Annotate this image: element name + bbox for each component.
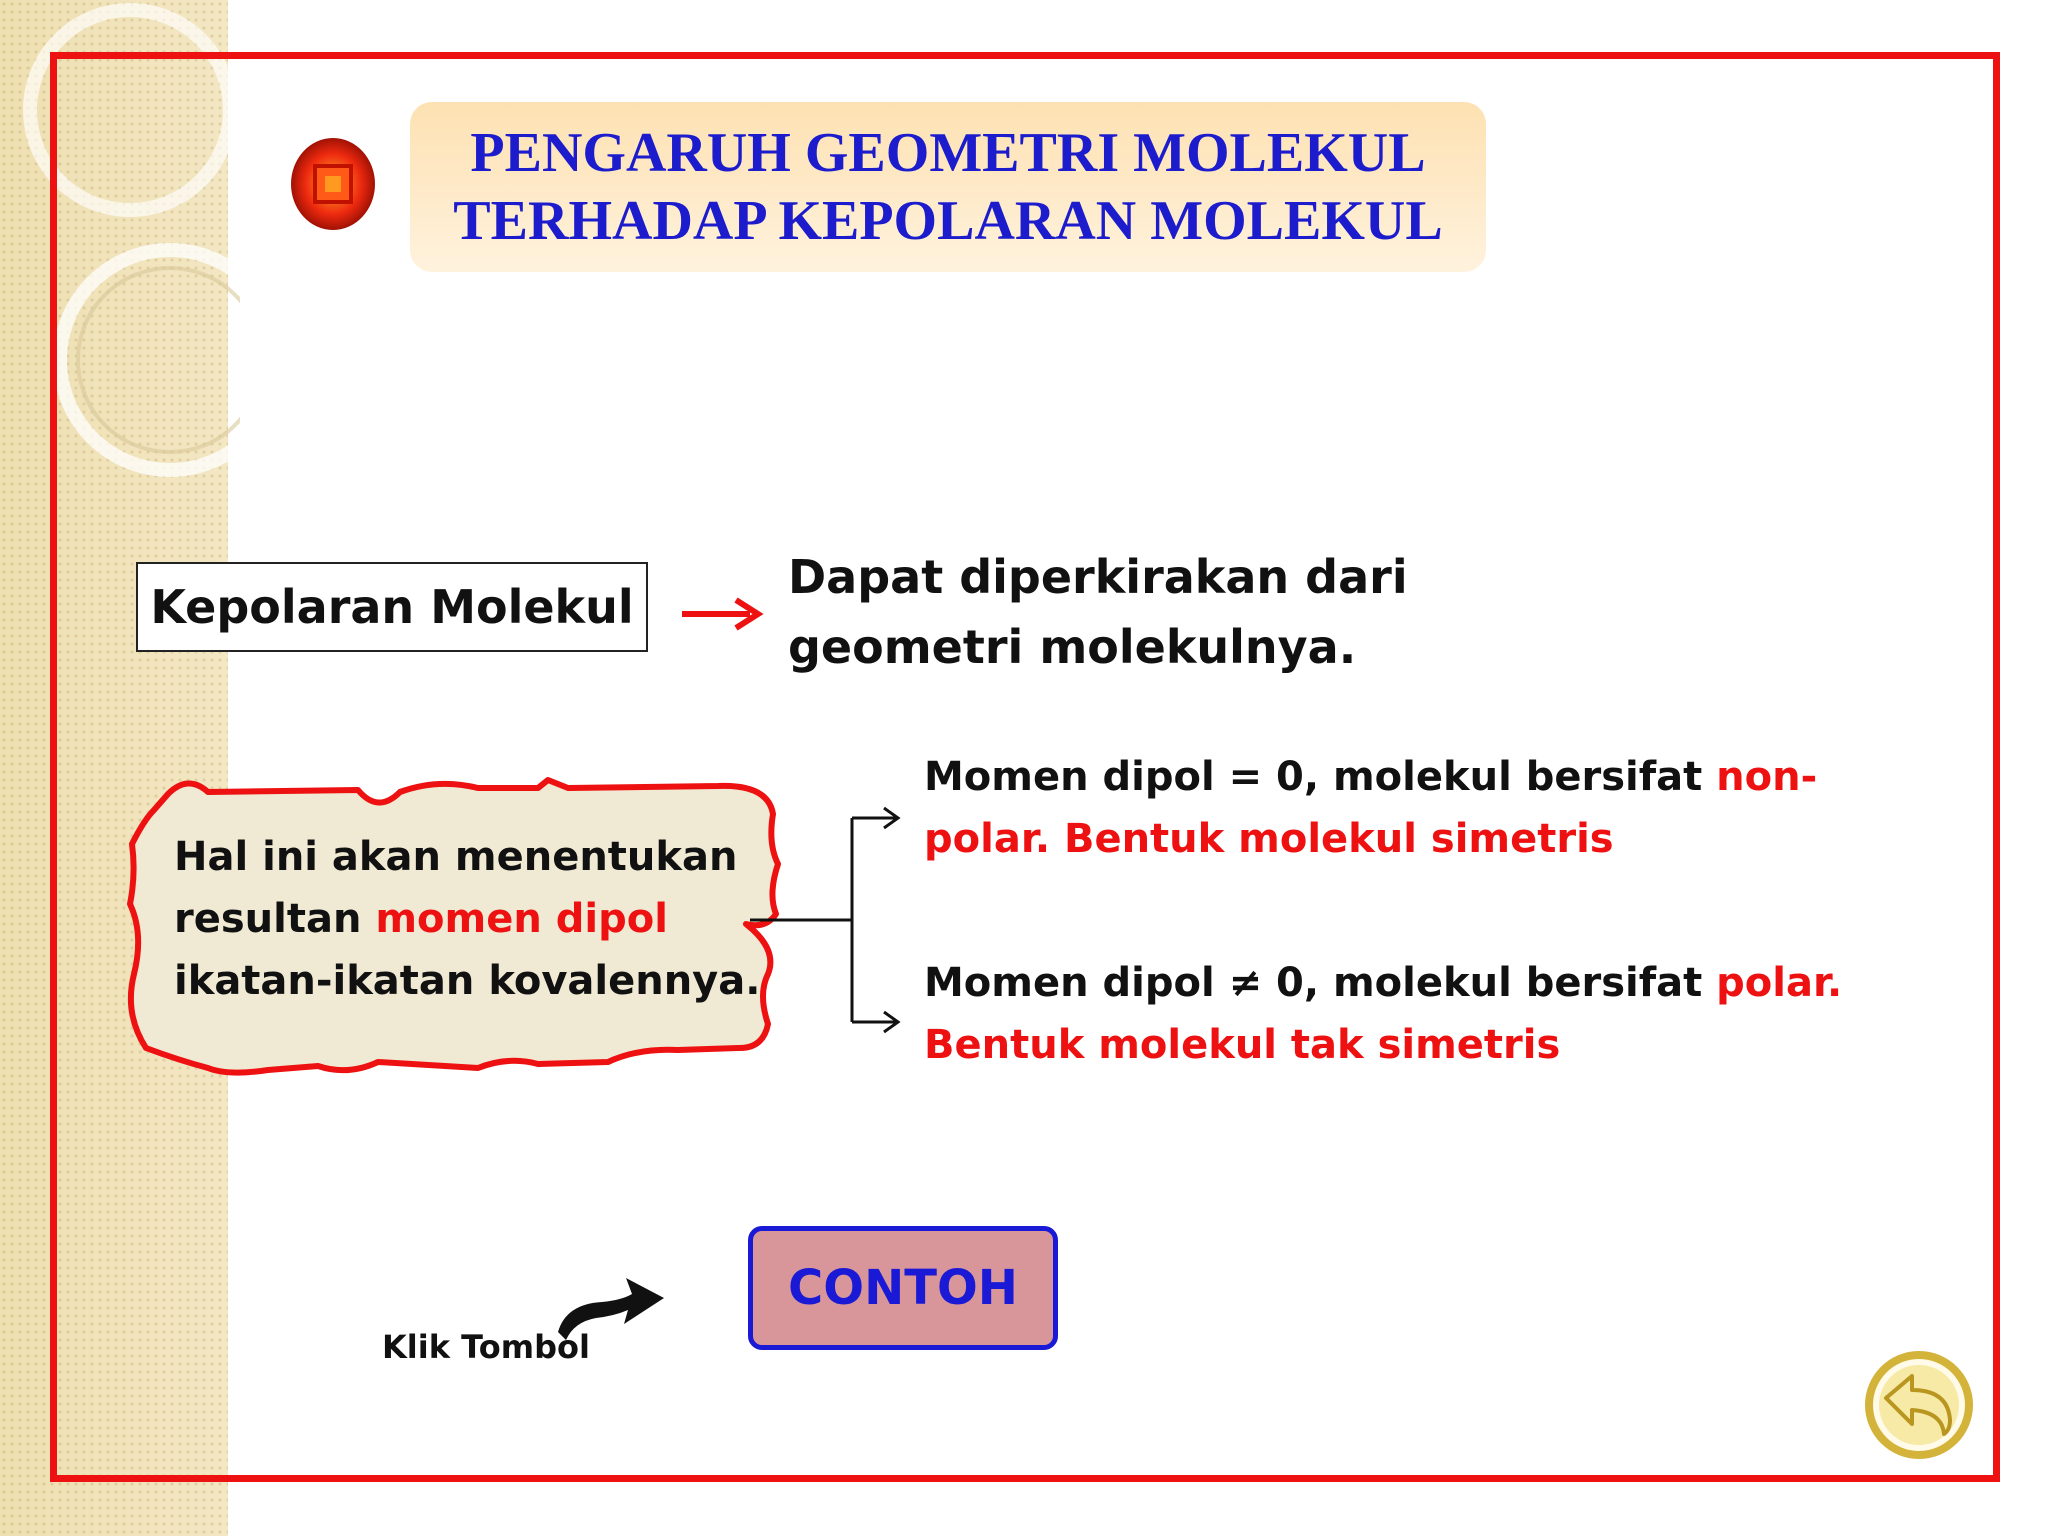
result-nonpolar xyxy=(924,746,1844,870)
result-nonpolar-line-2: polar. Bentuk molekul simetris xyxy=(924,816,1614,862)
red-square-bullet-icon xyxy=(288,134,378,234)
concept-label: Kepolaran Molekul xyxy=(150,580,634,634)
result-polar-line-1 xyxy=(924,952,1844,1014)
concept-desc-line-2: geometri molekulnya. xyxy=(788,620,1357,674)
red-arrow-right-icon xyxy=(680,594,770,634)
scroll-text xyxy=(174,826,761,1012)
scroll-line-3: ikatan-ikatan kovalennya. xyxy=(174,958,761,1004)
result-polar xyxy=(924,952,1844,1076)
concept-box xyxy=(136,562,648,652)
result-polar-prefix: Momen dipol ≠ 0, molekul bersifat xyxy=(924,960,1717,1006)
concept-description xyxy=(788,542,1488,682)
back-arrow-icon[interactable] xyxy=(1860,1346,1978,1464)
result-nonpolar-line-1 xyxy=(924,746,1844,808)
result-nonpolar-prefix: Momen dipol = 0, molekul bersifat xyxy=(924,754,1717,800)
title-line-2: TERHADAP KEPOLARAN MOLEKUL xyxy=(453,190,1443,252)
title-box xyxy=(410,102,1486,272)
result-polar-highlight: polar. xyxy=(1716,960,1843,1006)
concept-desc-line-1: Dapat diperkirakan dari xyxy=(788,550,1408,604)
scroll-line-1: Hal ini akan menentukan xyxy=(174,834,738,880)
contoh-button-label: CONTOH xyxy=(788,1260,1018,1316)
result-nonpolar-highlight: non- xyxy=(1716,754,1818,800)
result-polar-line-2: Bentuk molekul tak simetris xyxy=(924,1022,1561,1068)
page-title xyxy=(453,119,1442,255)
scroll-line-2 xyxy=(174,888,754,950)
contoh-button[interactable] xyxy=(748,1226,1058,1350)
scroll-line-2-prefix: resultan xyxy=(174,896,376,942)
branch-connector xyxy=(748,804,908,1044)
hint-label: Klik Tombol xyxy=(382,1328,590,1366)
title-line-1: PENGARUH GEOMETRI MOLEKUL xyxy=(470,122,1426,184)
scroll-highlight: momen dipol xyxy=(375,896,668,942)
